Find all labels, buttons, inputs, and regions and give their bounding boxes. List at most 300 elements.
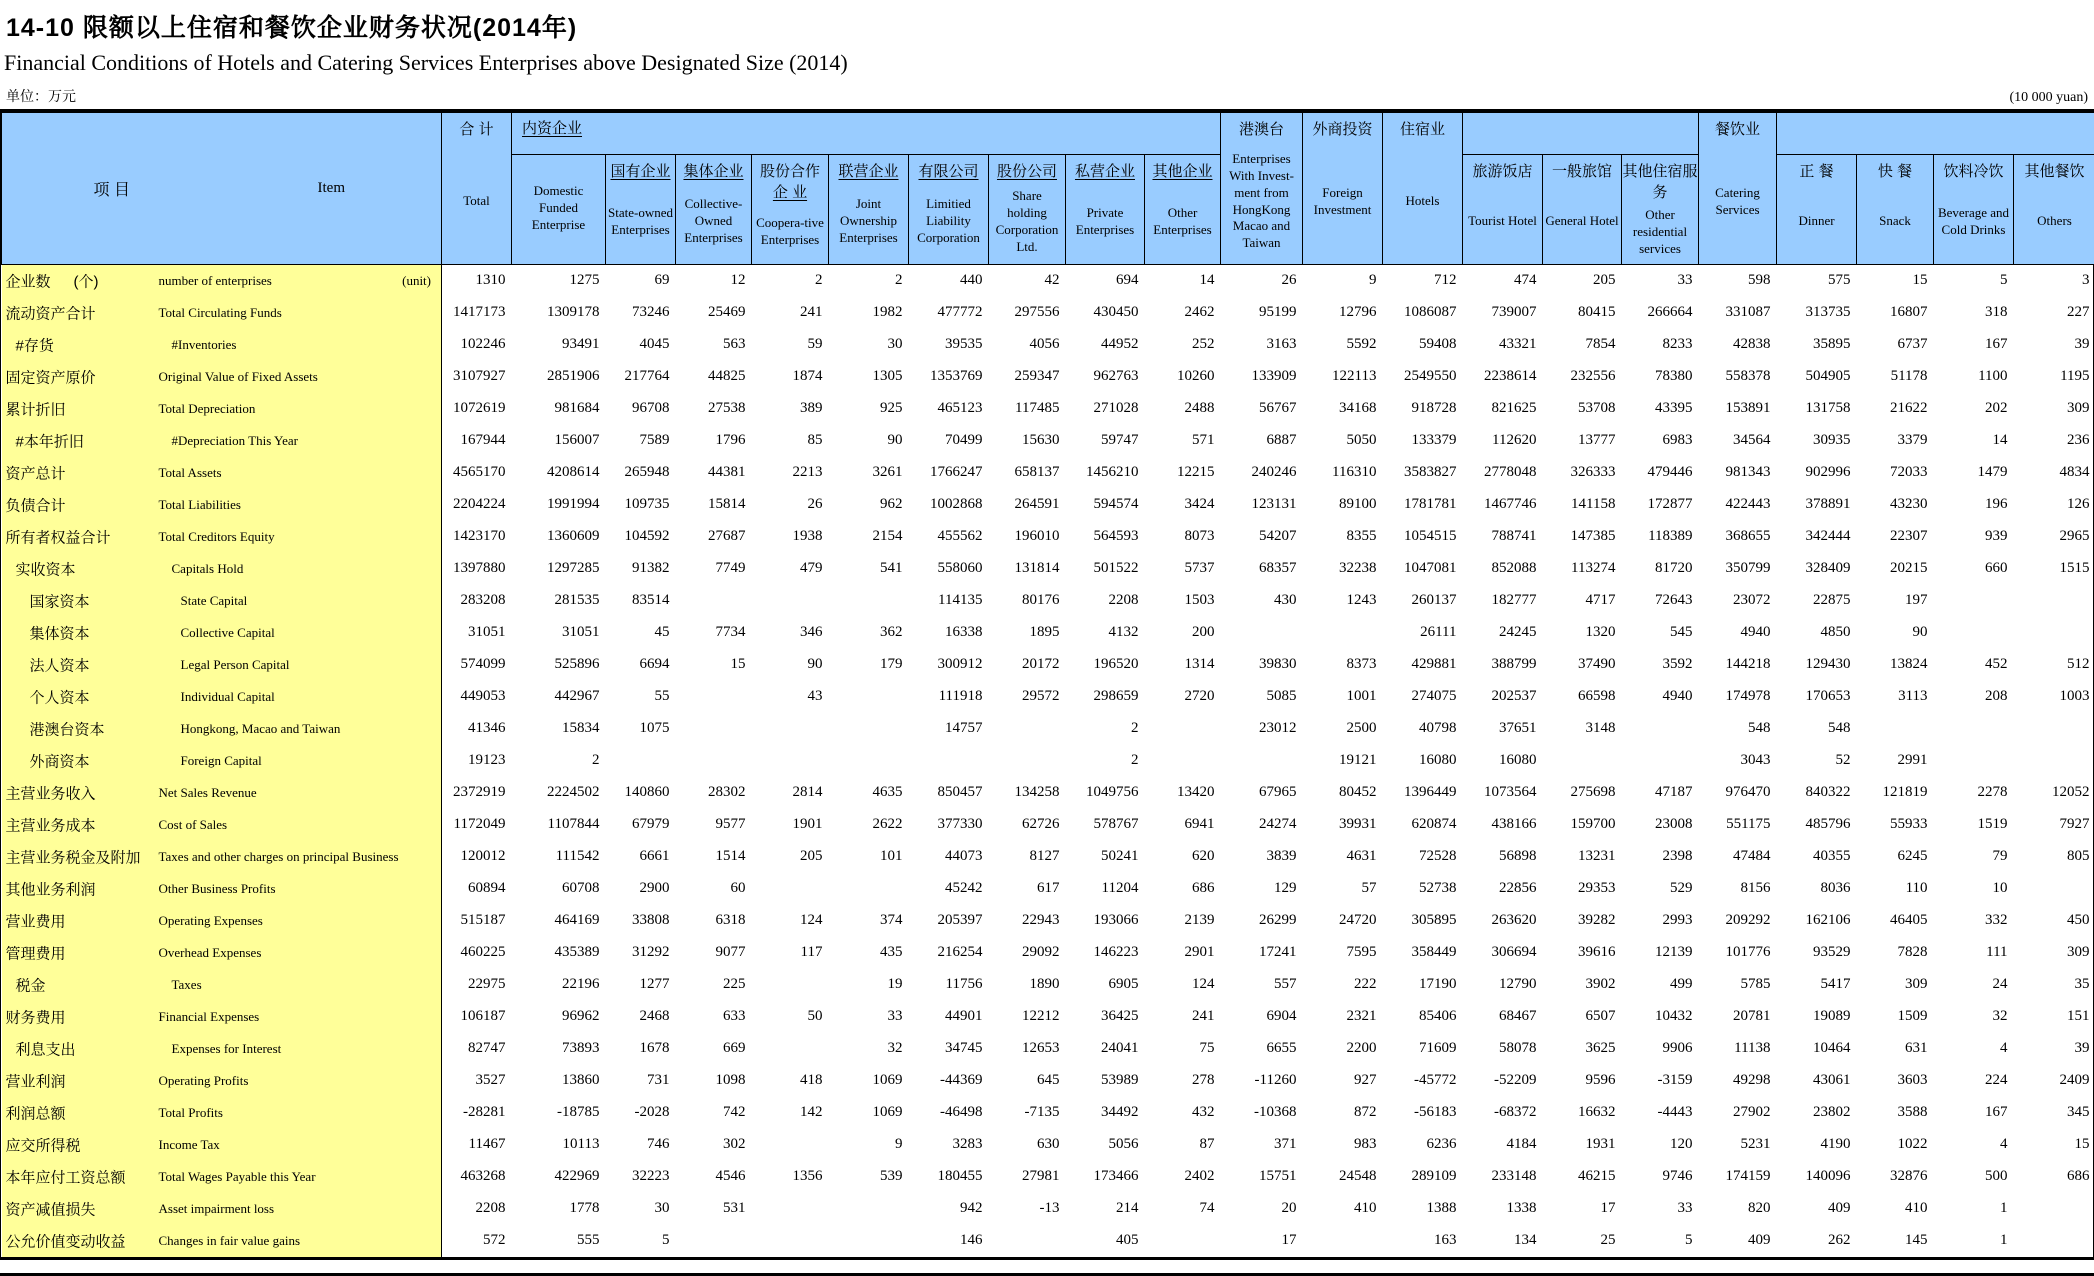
row-label: [2, 777, 442, 809]
data-cell: [1145, 745, 1221, 777]
row-label-cn: 管理费用: [6, 942, 66, 963]
data-cell: 2372919: [442, 777, 512, 809]
data-cell: 12139: [1622, 937, 1699, 969]
data-cell: 326333: [1543, 457, 1622, 489]
data-cell: 51178: [1857, 361, 1934, 393]
data-cell: 264591: [989, 489, 1066, 521]
row-label-cn: 公允价值变动收益: [6, 1230, 126, 1251]
row-label-cn: 负债合计: [6, 494, 66, 515]
row-label: [2, 681, 442, 713]
data-cell: 1766247: [909, 457, 989, 489]
table-row: [2, 1001, 2094, 1033]
data-cell: 1069: [829, 1097, 909, 1129]
data-cell: 485796: [1777, 809, 1857, 841]
table-header: [2, 113, 2094, 265]
data-cell: 8233: [1622, 329, 1699, 361]
row-label-en: Taxes and other charges on principal Business: [159, 849, 399, 865]
row-label-cn: 主营业务收入: [6, 782, 96, 803]
data-cell: 4631: [1303, 841, 1383, 873]
data-cell: [1221, 745, 1303, 777]
data-cell: 70499: [909, 425, 989, 457]
data-cell: [676, 585, 752, 617]
data-cell: 10113: [512, 1129, 606, 1161]
data-cell: 850457: [909, 777, 989, 809]
data-cell: 29353: [1543, 873, 1622, 905]
data-cell: 78380: [1622, 361, 1699, 393]
data-cell: 575: [1777, 265, 1857, 297]
data-cell: 12052: [2014, 777, 2094, 809]
data-cell: 205397: [909, 905, 989, 937]
data-cell: 342444: [1777, 521, 1857, 553]
data-cell: 9746: [1622, 1161, 1699, 1193]
data-cell: 10260: [1145, 361, 1221, 393]
data-cell: 2462: [1145, 297, 1221, 329]
data-cell: 3113: [1857, 681, 1934, 713]
data-cell: 58078: [1463, 1033, 1543, 1065]
data-cell: 739007: [1463, 297, 1543, 329]
data-cell: 500: [1934, 1161, 2014, 1193]
data-cell: 2402: [1145, 1161, 1221, 1193]
data-cell: 4132: [1066, 617, 1145, 649]
data-cell: 669: [676, 1033, 752, 1065]
data-cell: 32: [829, 1033, 909, 1065]
data-cell: 82747: [442, 1033, 512, 1065]
data-cell: 23802: [1777, 1097, 1857, 1129]
data-cell: 11138: [1699, 1033, 1777, 1065]
data-cell: 197: [1857, 585, 1934, 617]
data-cell: 449053: [442, 681, 512, 713]
data-cell: 474: [1463, 265, 1543, 297]
data-cell: 102246: [442, 329, 512, 361]
data-cell: 5: [1934, 265, 2014, 297]
data-cell: 17: [1543, 1193, 1622, 1225]
col-header-other-catering: 其他餐饮 Others: [2014, 155, 2094, 265]
data-cell: 33808: [606, 905, 676, 937]
data-cell: 7595: [1303, 937, 1383, 969]
row-label-cn: 其他业务利润: [6, 878, 96, 899]
data-cell: 126: [2014, 489, 2094, 521]
data-cell: [606, 745, 676, 777]
data-cell: 350799: [1699, 553, 1777, 585]
data-cell: 297556: [989, 297, 1066, 329]
data-cell: 545: [1622, 617, 1699, 649]
table-row: [2, 745, 2094, 777]
row-label-en: Asset impairment loss: [159, 1201, 275, 1217]
data-cell: 309: [2014, 393, 2094, 425]
data-cell: 224: [1934, 1065, 2014, 1097]
data-cell: 2208: [1066, 585, 1145, 617]
data-cell: -68372: [1463, 1097, 1543, 1129]
data-cell: 594574: [1066, 489, 1145, 521]
data-cell: 170653: [1777, 681, 1857, 713]
data-cell: 174159: [1699, 1161, 1777, 1193]
col-header-snack: 快 餐 Snack: [1857, 155, 1934, 265]
row-label: [2, 1097, 442, 1129]
data-cell: 20215: [1857, 553, 1934, 585]
data-cell: 852088: [1463, 553, 1543, 585]
data-cell: 67965: [1221, 777, 1303, 809]
data-cell: 120012: [442, 841, 512, 873]
data-cell: 29572: [989, 681, 1066, 713]
data-cell: 6887: [1221, 425, 1303, 457]
data-cell: -2028: [606, 1097, 676, 1129]
col-header-state: 国有企业 State-owned Enterprises: [606, 155, 676, 265]
data-cell: 101776: [1699, 937, 1777, 969]
data-cell: 346: [752, 617, 829, 649]
data-cell: 2991: [1857, 745, 1934, 777]
table-row: [2, 905, 2094, 937]
data-cell: 95199: [1221, 297, 1303, 329]
row-label: [2, 265, 442, 297]
data-cell: [752, 713, 829, 745]
data-cell: 39: [2014, 1033, 2094, 1065]
data-cell: 435: [829, 937, 909, 969]
data-cell: 25: [1543, 1225, 1622, 1257]
data-cell: 429881: [1383, 649, 1463, 681]
data-cell: 345: [2014, 1097, 2094, 1129]
data-cell: 377330: [909, 809, 989, 841]
data-cell: 3163: [1221, 329, 1303, 361]
data-cell: 1069: [829, 1065, 909, 1097]
data-cell: 39931: [1303, 809, 1383, 841]
data-cell: [1221, 617, 1303, 649]
table-row: [2, 1033, 2094, 1065]
data-cell: 174978: [1699, 681, 1777, 713]
data-cell: 902996: [1777, 457, 1857, 489]
data-cell: 409: [1777, 1193, 1857, 1225]
data-cell: 450: [2014, 905, 2094, 937]
data-cell: 332: [1934, 905, 2014, 937]
data-cell: 981684: [512, 393, 606, 425]
data-cell: 5050: [1303, 425, 1383, 457]
data-cell: 53989: [1066, 1065, 1145, 1097]
data-cell: 85: [752, 425, 829, 457]
col-header-joint: 联营企业 Joint Ownership Enterprises: [829, 155, 909, 265]
data-cell: 73893: [512, 1033, 606, 1065]
data-cell: 225: [676, 969, 752, 1001]
data-cell: 85406: [1383, 1001, 1463, 1033]
row-label: [2, 969, 442, 1001]
data-cell: 122113: [1303, 361, 1383, 393]
data-cell: 1054515: [1383, 521, 1463, 553]
table-row: [2, 617, 2094, 649]
data-cell: 90: [1857, 617, 1934, 649]
item-header-cn: 项 目: [2, 177, 222, 200]
data-cell: 2204224: [442, 489, 512, 521]
data-cell: 2900: [606, 873, 676, 905]
data-cell: 8127: [989, 841, 1066, 873]
data-cell: 22943: [989, 905, 1066, 937]
data-cell: 193066: [1066, 905, 1145, 937]
data-cell: 55: [606, 681, 676, 713]
data-cell: -3159: [1622, 1065, 1699, 1097]
data-cell: 43061: [1777, 1065, 1857, 1097]
data-cell: 368655: [1699, 521, 1777, 553]
row-label-en: Collective Capital: [181, 625, 275, 641]
data-cell: 90: [752, 649, 829, 681]
row-label: [2, 425, 442, 457]
data-cell: 1509: [1857, 1001, 1934, 1033]
col-header-llc: 有限公司 Limitied Liability Corporation: [909, 155, 989, 265]
data-cell: 131814: [989, 553, 1066, 585]
row-label-cn: 本年应付工资总额: [6, 1166, 126, 1187]
data-cell: 939: [1934, 521, 2014, 553]
data-cell: 2321: [1303, 1001, 1383, 1033]
data-cell: 9077: [676, 937, 752, 969]
data-cell: 1338: [1463, 1193, 1543, 1225]
row-label-cn: 企业数: [6, 270, 51, 291]
data-cell: 358449: [1383, 937, 1463, 969]
data-cell: 28302: [676, 777, 752, 809]
data-cell: 26111: [1383, 617, 1463, 649]
col-header-collective: 集体企业 Collective-Owned Enterprises: [676, 155, 752, 265]
data-cell: [676, 745, 752, 777]
data-cell: 477772: [909, 297, 989, 329]
data-cell: 75: [1145, 1033, 1221, 1065]
data-cell: 6245: [1857, 841, 1934, 873]
data-cell: 6318: [676, 905, 752, 937]
data-cell: 281535: [512, 585, 606, 617]
row-label-cn-unit: (个): [74, 270, 99, 291]
data-cell: 182777: [1463, 585, 1543, 617]
data-cell: -46498: [909, 1097, 989, 1129]
data-cell: 2139: [1145, 905, 1221, 937]
data-cell: 56767: [1221, 393, 1303, 425]
data-cell: 26: [1221, 265, 1303, 297]
col-group-domestic: 内资企业: [512, 113, 1221, 155]
data-cell: 1310: [442, 265, 512, 297]
data-cell: 840322: [1777, 777, 1857, 809]
row-label-en: number of enterprises: [159, 273, 272, 289]
data-cell: 578767: [1066, 809, 1145, 841]
data-cell: 10432: [1622, 1001, 1699, 1033]
data-cell: 405: [1066, 1225, 1145, 1257]
data-cell: 43395: [1622, 393, 1699, 425]
data-cell: 32223: [606, 1161, 676, 1193]
data-cell: 24274: [1221, 809, 1303, 841]
data-cell: 13824: [1857, 649, 1934, 681]
data-cell: 96962: [512, 1001, 606, 1033]
row-label: [2, 905, 442, 937]
data-cell: 1456210: [1066, 457, 1145, 489]
data-cell: 4045: [606, 329, 676, 361]
data-cell: 13420: [1145, 777, 1221, 809]
data-cell: 40355: [1777, 841, 1857, 873]
data-cell: 4546: [676, 1161, 752, 1193]
data-cell: 541: [829, 553, 909, 585]
data-cell: 179: [829, 649, 909, 681]
data-cell: 15: [1857, 265, 1934, 297]
data-cell: 15630: [989, 425, 1066, 457]
data-cell: 52738: [1383, 873, 1463, 905]
data-cell: 60708: [512, 873, 606, 905]
data-cell: 328409: [1777, 553, 1857, 585]
col-header-foreign: 外商投资 Foreign Investment: [1303, 113, 1383, 265]
data-cell: 200: [1145, 617, 1221, 649]
row-label-cn: 资产减值损失: [6, 1198, 96, 1219]
data-cell: 37490: [1543, 649, 1622, 681]
data-cell: 227: [2014, 297, 2094, 329]
table-row: [2, 425, 2094, 457]
data-cell: 266664: [1622, 297, 1699, 329]
data-cell: 3283: [909, 1129, 989, 1161]
data-cell: 2488: [1145, 393, 1221, 425]
data-cell: 305895: [1383, 905, 1463, 937]
data-cell: 236: [2014, 425, 2094, 457]
data-cell: 32238: [1303, 553, 1383, 585]
data-cell: [829, 681, 909, 713]
data-cell: 19: [829, 969, 909, 1001]
row-label-en: Total Depreciation: [159, 401, 256, 417]
data-cell: 7734: [676, 617, 752, 649]
data-cell: 512: [2014, 649, 2094, 681]
data-cell: 37651: [1463, 713, 1543, 745]
row-label: [2, 745, 442, 777]
data-cell: 918728: [1383, 393, 1463, 425]
data-cell: 5417: [1777, 969, 1857, 1001]
data-cell: 418: [752, 1065, 829, 1097]
data-cell: 22875: [1777, 585, 1857, 617]
data-cell: 27981: [989, 1161, 1066, 1193]
data-cell: 111918: [909, 681, 989, 713]
data-cell: 16080: [1383, 745, 1463, 777]
data-cell: 241: [752, 297, 829, 329]
row-label: [2, 873, 442, 905]
data-cell: 9596: [1543, 1065, 1622, 1097]
col-header-shareholding: 股份公司 Share holding Corporation Ltd.: [989, 155, 1066, 265]
data-cell: 731: [606, 1065, 676, 1097]
data-cell: 56898: [1463, 841, 1543, 873]
data-cell: 8355: [1303, 521, 1383, 553]
data-cell: 260137: [1383, 585, 1463, 617]
data-cell: 617: [989, 873, 1066, 905]
data-cell: 11756: [909, 969, 989, 1001]
data-cell: 660: [1934, 553, 2014, 585]
data-cell: [1857, 713, 1934, 745]
data-cell: 60: [676, 873, 752, 905]
row-label-cn: 应交所得税: [6, 1134, 81, 1155]
data-cell: 31051: [512, 617, 606, 649]
data-cell: 24041: [1066, 1033, 1145, 1065]
col-header-beverage: 饮料冷饮 Beverage and Cold Drinks: [1934, 155, 2014, 265]
data-cell: 43321: [1463, 329, 1543, 361]
data-cell: [676, 713, 752, 745]
data-cell: 23012: [1221, 713, 1303, 745]
table-row: [2, 585, 2094, 617]
data-cell: 306694: [1463, 937, 1543, 969]
data-cell: 430: [1221, 585, 1303, 617]
data-cell: 34168: [1303, 393, 1383, 425]
data-cell: 167: [1934, 1097, 2014, 1129]
table-row: [2, 1225, 2094, 1257]
data-cell: 52: [1777, 745, 1857, 777]
data-cell: [676, 681, 752, 713]
data-cell: 167944: [442, 425, 512, 457]
data-cell: 4940: [1622, 681, 1699, 713]
data-cell: 1275: [512, 265, 606, 297]
data-cell: 60894: [442, 873, 512, 905]
data-cell: 71609: [1383, 1033, 1463, 1065]
data-cell: 123131: [1221, 489, 1303, 521]
data-cell: 2200: [1303, 1033, 1383, 1065]
data-cell: 24720: [1303, 905, 1383, 937]
row-label-en: Taxes: [172, 977, 202, 993]
data-cell: 33: [1622, 265, 1699, 297]
data-cell: 962: [829, 489, 909, 521]
data-cell: 298659: [1066, 681, 1145, 713]
data-cell: 927: [1303, 1065, 1383, 1097]
data-cell: [829, 713, 909, 745]
row-label: [2, 297, 442, 329]
data-cell: 129: [1221, 873, 1303, 905]
data-cell: 1514: [676, 841, 752, 873]
data-cell: 35895: [1777, 329, 1857, 361]
row-label: [2, 1001, 442, 1033]
table-row: [2, 969, 2094, 1001]
data-cell: 4717: [1543, 585, 1622, 617]
data-cell: 2: [752, 265, 829, 297]
data-cell: -13: [989, 1193, 1066, 1225]
data-cell: 263620: [1463, 905, 1543, 937]
row-label-cn: 个人资本: [30, 686, 90, 707]
table-body: [2, 265, 2094, 1257]
table-row: [2, 713, 2094, 745]
data-cell: 93529: [1777, 937, 1857, 969]
data-cell: 12796: [1303, 297, 1383, 329]
data-cell: 112620: [1463, 425, 1543, 457]
data-cell: 196520: [1066, 649, 1145, 681]
col-group-hotel-sub: [1463, 113, 1699, 155]
data-cell: 134: [1463, 1225, 1543, 1257]
col-header-private: 私营企业 Private Enterprises: [1066, 155, 1145, 265]
data-cell: 47187: [1622, 777, 1699, 809]
data-cell: 202: [1934, 393, 2014, 425]
data-cell: 6905: [1066, 969, 1145, 1001]
data-cell: 558378: [1699, 361, 1777, 393]
col-header-hotels: 住宿业 Hotels: [1383, 113, 1463, 265]
row-label-en: State Capital: [181, 593, 248, 609]
data-cell: 22196: [512, 969, 606, 1001]
data-cell: 9577: [676, 809, 752, 841]
data-cell: 57: [1303, 873, 1383, 905]
row-label: [2, 1193, 442, 1225]
data-cell: 23008: [1622, 809, 1699, 841]
data-cell: 2398: [1622, 841, 1699, 873]
data-cell: 8036: [1777, 873, 1857, 905]
data-cell: [1622, 745, 1699, 777]
data-cell: 31292: [606, 937, 676, 969]
data-cell: 1781781: [1383, 489, 1463, 521]
data-cell: 563: [676, 329, 752, 361]
data-cell: 8156: [1699, 873, 1777, 905]
table-row: [2, 393, 2094, 425]
data-cell: 9906: [1622, 1033, 1699, 1065]
data-cell: 1100: [1934, 361, 2014, 393]
data-cell: 3902: [1543, 969, 1622, 1001]
data-cell: 1309178: [512, 297, 606, 329]
data-cell: 118389: [1622, 521, 1699, 553]
data-cell: 6904: [1221, 1001, 1303, 1033]
data-cell: 1417173: [442, 297, 512, 329]
row-label-en: Individual Capital: [181, 689, 275, 705]
data-cell: 2965: [2014, 521, 2094, 553]
data-cell: [2014, 745, 2094, 777]
data-cell: 422443: [1699, 489, 1777, 521]
data-cell: 6941: [1145, 809, 1221, 841]
data-cell: 7854: [1543, 329, 1622, 361]
data-cell: 1423170: [442, 521, 512, 553]
table-row: [2, 1097, 2094, 1129]
